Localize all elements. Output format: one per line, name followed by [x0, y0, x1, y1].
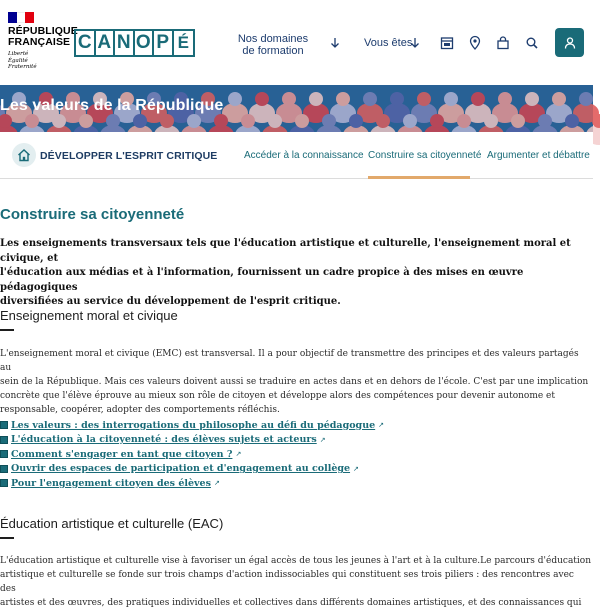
- list-item: [0, 476, 384, 491]
- bag-icon[interactable]: [496, 36, 510, 50]
- site-header: [0, 0, 600, 84]
- resource-link-espaces-participation[interactable]: Ouvrir des espaces de participation et d'engagement au collège: [11, 463, 351, 475]
- section-divider: [0, 329, 14, 331]
- subnav-title: DÉVELOPPER L'ESPRIT CRITIQUE: [40, 150, 218, 162]
- tab-construire-citoyennete[interactable]: Construire sa citoyenneté: [368, 150, 482, 161]
- home-button[interactable]: [12, 143, 36, 167]
- brand-letter: O: [135, 31, 155, 55]
- nav-vous-etes-menu[interactable]: [364, 37, 412, 49]
- brand-letter: P: [154, 31, 174, 55]
- resource-square-icon: [0, 450, 8, 458]
- resource-link-engagement-citoyen[interactable]: Pour l'engagement citoyen des élèves: [11, 477, 211, 489]
- external-link-icon: ↗: [319, 435, 326, 444]
- nav-domains-label-2: de formation: [242, 45, 304, 57]
- banner-title: Les valeurs de la République: [0, 97, 224, 114]
- calendar-icon[interactable]: [440, 36, 454, 50]
- external-link-icon: ↗: [353, 464, 359, 473]
- location-pin-icon[interactable]: [468, 36, 482, 50]
- section-heading-eac: Éducation artistique et culturelle (EAC): [0, 516, 224, 531]
- user-account-button[interactable]: [555, 28, 584, 57]
- rf-title: RÉPUBLIQUE FRANÇAISE: [8, 25, 78, 48]
- paragraph-line: artistes et des œuvres, des pratiques individuelles et collectives dans différents domaines artistiques, et des connaissances qui: [0, 598, 582, 608]
- emc-paragraph: [0, 347, 592, 417]
- resource-link-sengager[interactable]: Comment s'engager en tant que citoyen ?: [11, 448, 233, 460]
- active-tab-indicator: [368, 176, 470, 179]
- rf-motto: Liberté Égalité Fraternité: [8, 51, 37, 70]
- intro-paragraph: [0, 237, 592, 310]
- intro-line: diversifiées au service du développement de l'esprit critique.: [0, 296, 341, 307]
- list-item: [0, 433, 384, 448]
- section-divider: [0, 537, 14, 539]
- paragraph-line: responsable, coopérer, adopter des comportements réfléchis.: [0, 405, 280, 415]
- tab-argumenter-debattre[interactable]: Argumenter et débattre: [487, 150, 590, 161]
- resource-square-icon: [0, 421, 8, 429]
- eac-paragraph: [0, 554, 592, 610]
- resource-square-icon: [0, 479, 8, 487]
- list-item: [0, 418, 384, 433]
- tab-acceder-connaissance[interactable]: Accéder à la connaissance: [244, 150, 364, 161]
- section-heading-emc: Enseignement moral et civique: [0, 308, 178, 323]
- intro-line: l'éducation aux médias et à l'information, fournissent un cadre propice à des mises en œuvre pédagogiques: [0, 267, 524, 293]
- french-flag-icon: [8, 12, 34, 23]
- home-icon: [17, 148, 31, 162]
- search-icon[interactable]: [525, 36, 539, 50]
- resource-square-icon: [0, 465, 8, 473]
- resource-square-icon: [0, 436, 8, 444]
- paragraph-line: sein de la République. Mais ces valeurs doivent aussi se traduire en actes dans et en dehors de l'école. C'est par une implication: [0, 377, 589, 387]
- list-item: [0, 447, 384, 462]
- canope-logo[interactable]: [74, 29, 195, 57]
- republique-francaise-logo[interactable]: [8, 12, 78, 74]
- intro-line: Les enseignements transversaux tels que l'éducation artistique et culturelle, l'enseignement moral et civique, et: [0, 238, 571, 264]
- paragraph-line: artistique et culturelle se fonde sur trois champs d'action indissociables qui constituent ses trois piliers : des rencontres avec des: [0, 570, 574, 594]
- section-subnav: [0, 132, 593, 179]
- arrow-down-icon[interactable]: [410, 37, 420, 49]
- paragraph-line: L'éducation artistique et culturelle vise à favoriser un égal accès de tous les jeunes à l'art et à la culture.Le parcours d'éducation: [0, 556, 592, 566]
- brand-letter: N: [115, 31, 135, 55]
- list-item: [0, 462, 384, 477]
- brand-letter: É: [177, 33, 189, 52]
- arrow-down-icon[interactable]: [330, 37, 340, 49]
- brand-letter: C: [76, 31, 96, 55]
- paragraph-line: L'enseignement moral et civique (EMC) est transversal. Il a pour objectif de transmettre des principes et des valeurs partagés au: [0, 349, 579, 373]
- paragraph-line: concrète que l'élève éprouve au mieux son rôle de citoyen et développe alors des compétences pour devenir autonome et: [0, 391, 555, 401]
- nav-domains-label-1: Nos domaines: [237, 33, 309, 45]
- page-title: Construire sa citoyenneté: [0, 206, 185, 223]
- external-link-icon: ↗: [378, 421, 385, 430]
- resource-link-education-citoyennete[interactable]: L'éducation à la citoyenneté : des élèves sujets et acteurs: [11, 434, 317, 446]
- user-icon: [564, 37, 576, 49]
- emc-resource-links: [0, 418, 384, 491]
- external-link-icon: ↗: [235, 450, 242, 459]
- nav-vous-label: Vous êtes: [364, 37, 413, 49]
- external-link-icon: ↗: [213, 479, 220, 488]
- nav-domains-menu[interactable]: [237, 33, 309, 57]
- brand-letter: A: [96, 31, 116, 55]
- resource-link-valeurs[interactable]: Les valeurs : des interrogations du philosophe au défi du pédagogue: [11, 419, 376, 431]
